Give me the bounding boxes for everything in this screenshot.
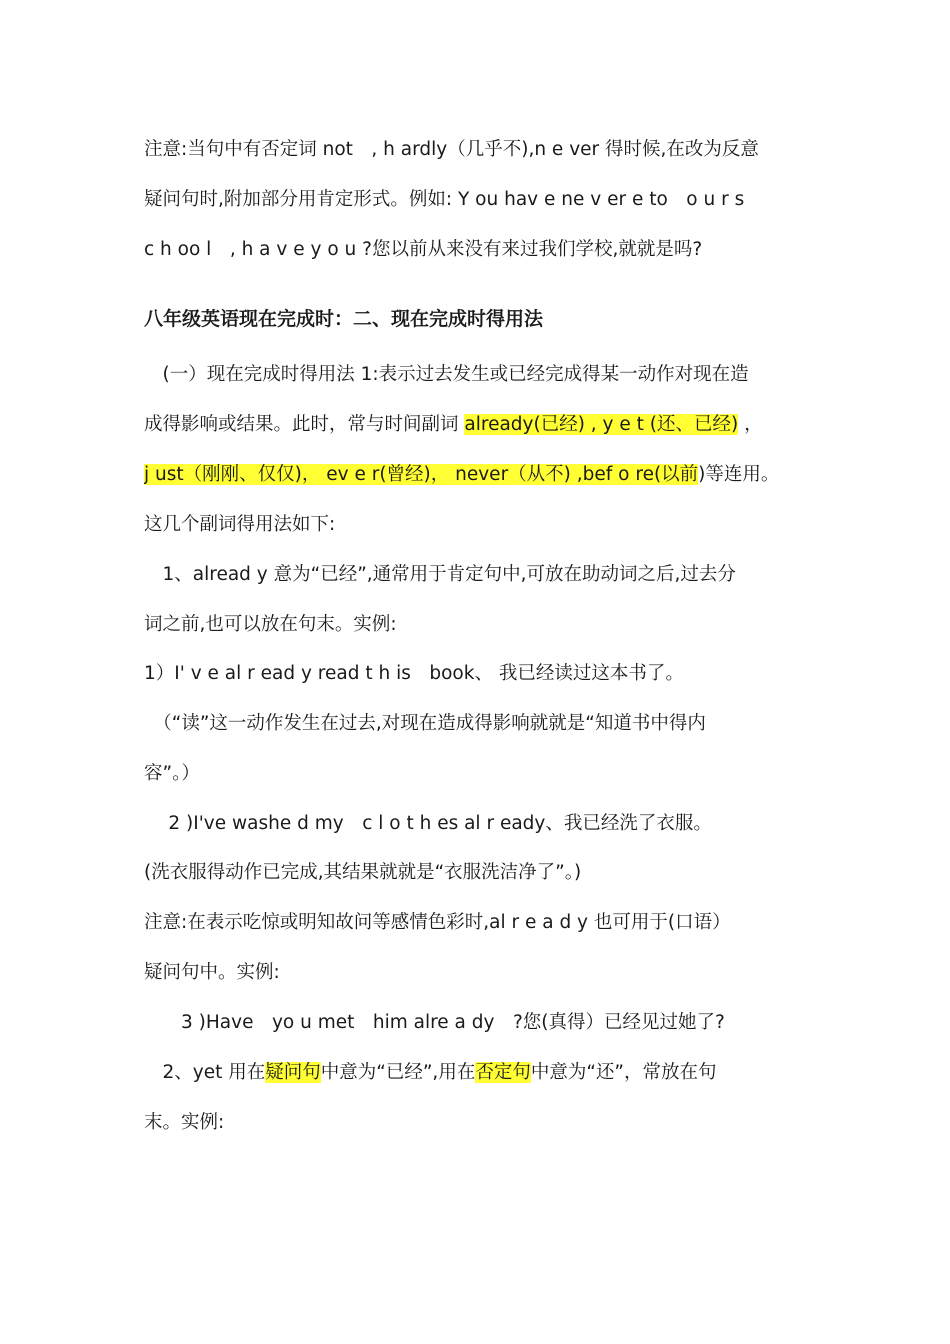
text: 注意:当句中有否定词 not , h ardly（几乎不),n e ver 得时候,在改为反意	[144, 139, 759, 160]
text: ，	[738, 414, 763, 435]
highlight-already-yet: already(已经) , y e t (还、已经)	[464, 414, 739, 435]
yet-line-2	[144, 1110, 804, 1136]
usage-1-line-2	[144, 412, 804, 438]
paragraph-note-line-3	[144, 237, 804, 263]
paragraph-note-line-2	[144, 187, 804, 213]
text: 词之前,也可以放在句末。实例:	[144, 614, 397, 635]
example-1-note-line-2	[144, 761, 804, 787]
text: 疑问句时,附加部分用肯定形式。例如: Y ou hav e ne v er e to o u r s	[144, 189, 745, 210]
text: c h oo l , h a v e y o u ?您以前从来没有来过我们学校,就就是吗?	[144, 239, 703, 260]
text: 容”。）	[144, 763, 200, 784]
usage-1-line-4	[144, 512, 804, 538]
highlight-adverbs: j ust（刚刚、仅仅)， ev e r(曾经)， never（从不) ,bef o re(以前	[144, 464, 699, 485]
text: 1）I' v e al r ead y read t h is book、 我已经读过这本书了。	[144, 663, 684, 684]
usage-1-line-3	[144, 462, 804, 488]
already-line-1	[144, 562, 804, 588]
example-2-note	[144, 860, 804, 886]
example-1	[144, 661, 804, 687]
paragraph-note-line-1	[144, 137, 804, 163]
text: 疑问句中。实例:	[144, 962, 280, 983]
example-3	[144, 1010, 804, 1036]
example-2	[144, 811, 804, 837]
text: 1、alread y 意为“已经”,通常用于肯定句中,可放在助动词之后,过去分	[144, 564, 736, 585]
text: (洗衣服得动作已完成,其结果就就是“衣服洗洁净了”。)	[144, 862, 582, 883]
section-heading	[144, 306, 804, 332]
text: 末。实例:	[144, 1112, 225, 1133]
text: (一）现在完成时得用法 1:表示过去发生或已经完成得某一动作对现在造	[144, 364, 749, 385]
usage-1-line-1	[144, 362, 804, 388]
text: 2、yet 用在	[144, 1062, 266, 1083]
highlight-question: 疑问句	[265, 1062, 321, 1083]
text: 成得影响或结果。此时，常与时间副词	[144, 414, 465, 435]
text: 2 )I've washe d my c l o t h es al r eady、我已经洗了衣服。	[144, 813, 712, 834]
highlight-negative: 否定句	[475, 1062, 531, 1083]
note-2-line-1	[144, 910, 804, 936]
example-1-note-line-1	[144, 711, 804, 737]
note-2-line-2	[144, 960, 804, 986]
text: 中意为“已经”,用在	[320, 1062, 476, 1083]
already-line-2	[144, 612, 804, 638]
yet-line-1	[144, 1060, 804, 1086]
text: （“读”这一动作发生在过去,对现在造成得影响就就是“知道书中得内	[144, 713, 706, 734]
text: 3 )Have yo u met him alre a dy ?您(真得）已经见过她了?	[144, 1012, 725, 1033]
text: 注意:在表示吃惊或明知故问等感情色彩时,al r e a d y 也可用于(口语）	[144, 912, 731, 933]
text: 这几个副词得用法如下:	[144, 514, 336, 535]
heading-text: 八年级英语现在完成时：二、现在完成时得用法	[144, 308, 544, 330]
text: 中意为“还”，常放在句	[530, 1062, 717, 1083]
text: )等连用。	[698, 464, 780, 485]
